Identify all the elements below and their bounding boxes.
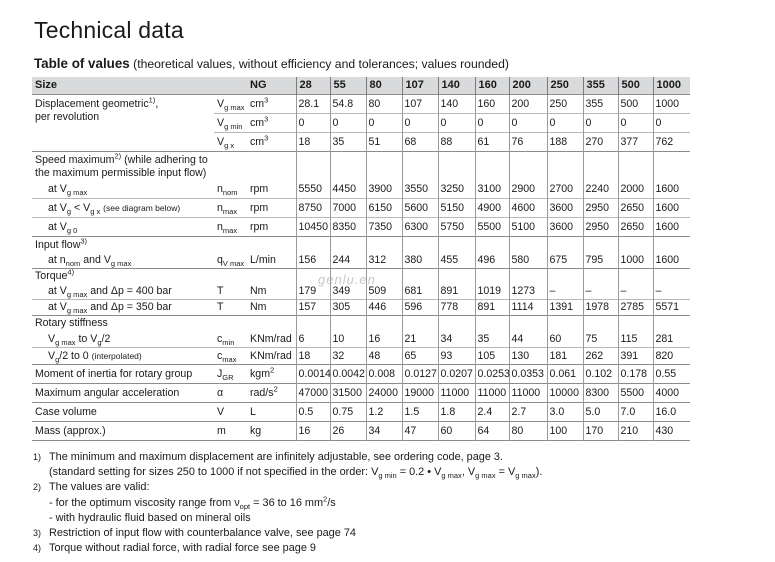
footnote-1 bbox=[33, 450, 542, 465]
table-cell: 181 bbox=[547, 347, 583, 364]
table-cell: 1600 bbox=[653, 252, 690, 268]
table-cell: 0.061 bbox=[547, 364, 583, 383]
footnote-text: Torque without radial force, with radial force see page 9 bbox=[49, 542, 316, 555]
table-cell: 5500 bbox=[475, 217, 509, 236]
page-title: Technical data bbox=[34, 17, 184, 43]
table-row-case-volume bbox=[32, 402, 690, 421]
table-header-row bbox=[32, 77, 690, 94]
table-cell: 157 bbox=[296, 299, 330, 315]
table-cell: 51 bbox=[366, 132, 402, 151]
displacement-x-symbol: $V_{g x}$ bbox=[214, 132, 247, 151]
speed-unit: rpm bbox=[250, 182, 269, 195]
table-cell: 2000 bbox=[618, 180, 653, 198]
table-cell: 312 bbox=[366, 252, 402, 268]
header-size-col: 160 bbox=[475, 77, 509, 94]
footnotes bbox=[33, 450, 542, 556]
table-cell: 5600 bbox=[402, 198, 438, 217]
table-cell: 5500 bbox=[618, 383, 653, 402]
table-cell: 80 bbox=[509, 421, 547, 440]
table-cell: 18 bbox=[296, 347, 330, 364]
rotary-stiffness-label: Rotary stiffness bbox=[32, 315, 296, 331]
table-row-torque-350 bbox=[32, 299, 690, 315]
case-volume-unit: L bbox=[247, 402, 296, 421]
acceleration-symbol: α bbox=[214, 383, 247, 402]
table-cell: 34 bbox=[366, 421, 402, 440]
table-cell: 24000 bbox=[366, 383, 402, 402]
table-cell: 0 bbox=[402, 113, 438, 132]
table-cell: 377 bbox=[618, 132, 653, 151]
table-cell: 188 bbox=[547, 132, 583, 151]
table-cell: 35 bbox=[475, 331, 509, 347]
table-cell: 21 bbox=[402, 331, 438, 347]
header-size-col: 1000 bbox=[653, 77, 690, 94]
inertia-unit: kgm$^2$ bbox=[247, 364, 296, 383]
table-cell: 5750 bbox=[438, 217, 475, 236]
header-size-col: 250 bbox=[547, 77, 583, 94]
table-cell: 65 bbox=[402, 347, 438, 364]
acceleration-label: Maximum angular acceleration bbox=[32, 383, 214, 402]
table-cell: 509 bbox=[366, 283, 402, 299]
table-cell: 44 bbox=[509, 331, 547, 347]
table-cell: 496 bbox=[475, 252, 509, 268]
table-row-speed-nom bbox=[32, 180, 690, 198]
table-cell: 4600 bbox=[509, 198, 547, 217]
table-cell: 0.55 bbox=[653, 364, 690, 383]
table-cell: 32 bbox=[330, 347, 366, 364]
table-cell: 16 bbox=[296, 421, 330, 440]
footnote-text: The values are valid: bbox=[49, 481, 150, 494]
table-cell: 0 bbox=[509, 113, 547, 132]
table-cell: 26 bbox=[330, 421, 366, 440]
table-cell: 140 bbox=[438, 94, 475, 113]
table-cell: 11000 bbox=[509, 383, 547, 402]
table-cell: 2785 bbox=[618, 299, 653, 315]
table-cell: 156 bbox=[296, 252, 330, 268]
flow-symbol: $q_{V max}$ bbox=[217, 253, 245, 268]
table-cell: 1978 bbox=[583, 299, 618, 315]
table-cell: 1273 bbox=[509, 283, 547, 299]
torque-symbol: T bbox=[217, 284, 224, 297]
table-cell: 5.0 bbox=[583, 402, 618, 421]
table-cell: – bbox=[547, 283, 583, 299]
footnote-4 bbox=[33, 541, 542, 556]
table-row-acceleration bbox=[32, 383, 690, 402]
header-size-col: 80 bbox=[366, 77, 402, 94]
table-cell: 0 bbox=[296, 113, 330, 132]
header-size-col: 140 bbox=[438, 77, 475, 94]
table-cell: 47000 bbox=[296, 383, 330, 402]
table-cell: 16 bbox=[366, 331, 402, 347]
footnote-2 bbox=[33, 480, 542, 495]
table-cell: 5571 bbox=[653, 299, 690, 315]
table-cell: 6150 bbox=[366, 198, 402, 217]
table-cell: 0 bbox=[366, 113, 402, 132]
table-cell: 0.0253 bbox=[475, 364, 509, 383]
table-cell: 68 bbox=[402, 132, 438, 151]
acceleration-unit: rad/$s^2$ bbox=[247, 383, 296, 402]
table-cell: 75 bbox=[583, 331, 618, 347]
table-cell: 7000 bbox=[330, 198, 366, 217]
displacement-unit: $cm^3$ bbox=[247, 113, 296, 132]
table-cell: 7.0 bbox=[618, 402, 653, 421]
table-cell: 2650 bbox=[618, 217, 653, 236]
table-subtitle-rest: (theoretical values, without efficiency and tolerances; values rounded) bbox=[133, 57, 509, 71]
footnote-text: - for the optimum viscosity range from $\nu_{opt} = 36$ to 16 $mm^2/s$ bbox=[49, 493, 336, 511]
table-cell: 0.0127 bbox=[402, 364, 438, 383]
table-cell: 262 bbox=[583, 347, 618, 364]
table-cell: 160 bbox=[475, 94, 509, 113]
values-table bbox=[32, 77, 690, 441]
table-cell: 35 bbox=[330, 132, 366, 151]
header-size-col: 28 bbox=[296, 77, 330, 94]
table-cell: 3250 bbox=[438, 180, 475, 198]
torque-symbol: T bbox=[214, 299, 247, 315]
header-size-col: 355 bbox=[583, 77, 618, 94]
table-cell: 391 bbox=[618, 347, 653, 364]
table-cell: 4900 bbox=[475, 198, 509, 217]
table-cell: 1114 bbox=[509, 299, 547, 315]
footnote-3 bbox=[33, 526, 542, 541]
table-cell: 107 bbox=[402, 94, 438, 113]
table-cell: 2.7 bbox=[509, 402, 547, 421]
speed-0-label: at $V_{g 0}$ bbox=[32, 217, 214, 236]
header-size: Size bbox=[35, 79, 58, 92]
torque-label: Torque$^{4)}$ bbox=[32, 268, 296, 283]
displacement-max-symbol: $V_{g max}$ bbox=[214, 94, 247, 113]
table-cell: – bbox=[618, 283, 653, 299]
table-cell: 2240 bbox=[583, 180, 618, 198]
table-cell: 0 bbox=[618, 113, 653, 132]
table-cell: 0.0014 bbox=[296, 364, 330, 383]
table-cell: 820 bbox=[653, 347, 690, 364]
table-cell: 250 bbox=[547, 94, 583, 113]
speed-unit: rpm bbox=[247, 198, 296, 217]
footnote-marker: 4) bbox=[33, 543, 42, 554]
displacement-min-symbol: $V_{g min}$ bbox=[214, 113, 247, 132]
table-cell: 179 bbox=[296, 283, 330, 299]
watermark: genlu.en bbox=[318, 272, 376, 287]
footnote-1-continuation bbox=[33, 465, 542, 480]
table-cell: 170 bbox=[583, 421, 618, 440]
table-cell: 1000 bbox=[653, 94, 690, 113]
table-row-displacement-max bbox=[32, 94, 690, 113]
table-cell: 2900 bbox=[509, 180, 547, 198]
footnote-text: Restriction of input flow with counterbalance valve, see page 74 bbox=[49, 527, 356, 540]
rotary-min-condition: $V_{g max}$ to $V_g/2$ bbox=[48, 332, 111, 347]
table-cell: 11000 bbox=[438, 383, 475, 402]
table-cell: 500 bbox=[618, 94, 653, 113]
case-volume-label: Case volume bbox=[32, 402, 214, 421]
table-cell: 80 bbox=[366, 94, 402, 113]
table-cell: 2650 bbox=[618, 198, 653, 217]
displacement-label: Displacement geometric$^{1)}$, per revolution bbox=[32, 94, 214, 151]
table-row-rotary-label bbox=[32, 315, 690, 331]
table-cell: 0.5 bbox=[296, 402, 330, 421]
footnote-2a bbox=[33, 493, 542, 511]
table-subtitle bbox=[34, 56, 509, 71]
rotary-unit: KNm/rad bbox=[250, 332, 292, 345]
torque-400-condition: at $V_{g max}$ and Δp = 400 bar bbox=[48, 284, 172, 299]
table-cell: 47 bbox=[402, 421, 438, 440]
table-row-mass bbox=[32, 421, 690, 440]
table-cell: 3600 bbox=[547, 217, 583, 236]
header-size-col: 500 bbox=[618, 77, 653, 94]
table-row-speed-x bbox=[32, 198, 690, 217]
table-cell: 31500 bbox=[330, 383, 366, 402]
rotary-min-symbol: $c_{min}$ bbox=[217, 332, 235, 347]
rotary-unit: KNm/rad bbox=[247, 347, 296, 364]
rotary-max-condition: $V_g/2$ to 0 (interpolated) bbox=[32, 347, 214, 364]
footnote-text: - with hydraulic fluid based on mineral oils bbox=[49, 511, 251, 524]
footnote-marker: 3) bbox=[33, 528, 42, 539]
table-row-rotary-min bbox=[32, 331, 690, 347]
table-cell: 10000 bbox=[547, 383, 583, 402]
table-cell: 0 bbox=[583, 113, 618, 132]
table-cell: 430 bbox=[653, 421, 690, 440]
table-row-flow bbox=[32, 252, 690, 268]
header-ng: NG bbox=[250, 79, 267, 92]
header-size-col: 107 bbox=[402, 77, 438, 94]
table-cell: 130 bbox=[509, 347, 547, 364]
inertia-label: Moment of inertia for rotary group bbox=[32, 364, 214, 383]
table-cell: 446 bbox=[366, 299, 402, 315]
table-cell: – bbox=[653, 283, 690, 299]
table-cell: 105 bbox=[475, 347, 509, 364]
table-cell: 675 bbox=[547, 252, 583, 268]
table-cell: 76 bbox=[509, 132, 547, 151]
table-cell: 1391 bbox=[547, 299, 583, 315]
table-cell: 0 bbox=[438, 113, 475, 132]
torque-unit: Nm bbox=[247, 299, 296, 315]
table-cell: 762 bbox=[653, 132, 690, 151]
table-cell: 60 bbox=[547, 331, 583, 347]
speed-x-symbol: $n_{max}$ bbox=[214, 198, 247, 217]
table-cell: 10 bbox=[330, 331, 366, 347]
table-cell: 4450 bbox=[330, 180, 366, 198]
footnote-text: The minimum and maximum displacement are infinitely adjustable, see ordering code, page 3. bbox=[49, 451, 504, 463]
table-row-torque-label bbox=[32, 268, 690, 283]
table-cell: 0.008 bbox=[366, 364, 402, 383]
rotary-max-symbol: $c_{max}$ bbox=[214, 347, 247, 364]
footnote-marker: 1) bbox=[33, 452, 42, 462]
table-cell: 0.178 bbox=[618, 364, 653, 383]
table-cell: 18 bbox=[296, 132, 330, 151]
table-cell: 34 bbox=[438, 331, 475, 347]
table-cell: 61 bbox=[475, 132, 509, 151]
torque-unit: Nm bbox=[250, 284, 267, 297]
table-cell: 0.102 bbox=[583, 364, 618, 383]
mass-symbol: m bbox=[214, 421, 247, 440]
table-cell: 19000 bbox=[402, 383, 438, 402]
table-row-rotary-max bbox=[32, 347, 690, 364]
table-row-speed-label bbox=[32, 151, 690, 180]
footnote-text: (standard setting for sizes 250 to 1000 if not specified in the order: $V_{g min} = 0.2$ • $V_{g max}$, $V_{g max} = V_{g max}$). bbox=[49, 466, 543, 481]
table-cell: 305 bbox=[330, 299, 366, 315]
table-cell: 0 bbox=[330, 113, 366, 132]
speed-label: Speed maximum$^{2)}$ (while adhering to the maximum permissible input flow) bbox=[32, 151, 296, 180]
table-cell: 200 bbox=[509, 94, 547, 113]
table-cell: 380 bbox=[402, 252, 438, 268]
speed-x-label: at $V_g < V_{g x}$ (see diagram below) bbox=[32, 198, 214, 217]
table-cell: 5150 bbox=[438, 198, 475, 217]
table-cell: 0.0042 bbox=[330, 364, 366, 383]
table-cell: 0.0207 bbox=[438, 364, 475, 383]
mass-label: Mass (approx.) bbox=[32, 421, 214, 440]
table-cell: 8750 bbox=[296, 198, 330, 217]
flow-unit: L/min bbox=[250, 253, 276, 266]
table-subtitle-bold: Table of values bbox=[34, 56, 130, 71]
table-cell: 1600 bbox=[653, 198, 690, 217]
table-cell: 3100 bbox=[475, 180, 509, 198]
speed-unit: rpm bbox=[247, 217, 296, 236]
table-cell: 4000 bbox=[653, 383, 690, 402]
table-cell: 891 bbox=[438, 283, 475, 299]
table-cell: 16.0 bbox=[653, 402, 690, 421]
table-cell: 1.8 bbox=[438, 402, 475, 421]
speed-0-symbol: $n_{max}$ bbox=[214, 217, 247, 236]
flow-condition: at $n_{nom}$ and $V_{g max}$ bbox=[48, 253, 132, 268]
table-cell: 7350 bbox=[366, 217, 402, 236]
table-cell: – bbox=[583, 283, 618, 299]
table-cell: 6 bbox=[296, 331, 330, 347]
table-cell: 580 bbox=[509, 252, 547, 268]
table-cell: 100 bbox=[547, 421, 583, 440]
table-row-torque-400 bbox=[32, 283, 690, 299]
table-cell: 891 bbox=[475, 299, 509, 315]
table-row-flow-label bbox=[32, 236, 690, 252]
table-cell: 64 bbox=[475, 421, 509, 440]
table-cell: 93 bbox=[438, 347, 475, 364]
table-cell: 28.1 bbox=[296, 94, 330, 113]
footnote-marker: 2) bbox=[33, 482, 42, 493]
torque-350-condition: at $V_{g max}$ and Δp = 350 bar bbox=[32, 299, 214, 315]
flow-label: Input flow$^{3)}$ bbox=[32, 236, 296, 252]
table-cell: 455 bbox=[438, 252, 475, 268]
table-cell: 778 bbox=[438, 299, 475, 315]
table-cell: 349 bbox=[330, 283, 366, 299]
table-cell: 88 bbox=[438, 132, 475, 151]
table-cell: 0.0353 bbox=[509, 364, 547, 383]
table-cell: 3900 bbox=[366, 180, 402, 198]
table-cell: 1000 bbox=[618, 252, 653, 268]
table-cell: 2950 bbox=[583, 198, 618, 217]
displacement-unit: $cm^3$ bbox=[247, 94, 296, 113]
table-cell: 1600 bbox=[653, 180, 690, 198]
table-cell: 1.2 bbox=[366, 402, 402, 421]
table-cell: 281 bbox=[653, 331, 690, 347]
table-cell: 210 bbox=[618, 421, 653, 440]
table-cell: 1600 bbox=[653, 217, 690, 236]
table-cell: 60 bbox=[438, 421, 475, 440]
mass-unit: kg bbox=[247, 421, 296, 440]
table-cell: 11000 bbox=[475, 383, 509, 402]
table-cell: 681 bbox=[402, 283, 438, 299]
table-cell: 3550 bbox=[402, 180, 438, 198]
speed-nom-label: at $V_{g max}$ bbox=[48, 182, 88, 197]
table-cell: 115 bbox=[618, 331, 653, 347]
table-cell: 48 bbox=[366, 347, 402, 364]
case-volume-symbol: V bbox=[214, 402, 247, 421]
table-cell: 0.75 bbox=[330, 402, 366, 421]
table-cell: 244 bbox=[330, 252, 366, 268]
table-cell: 8350 bbox=[330, 217, 366, 236]
table-cell: 54.8 bbox=[330, 94, 366, 113]
table-cell: 1.5 bbox=[402, 402, 438, 421]
table-cell: 2950 bbox=[583, 217, 618, 236]
speed-nom-symbol: $n_{nom}$ bbox=[217, 182, 238, 197]
table-cell: 8300 bbox=[583, 383, 618, 402]
table-cell: 795 bbox=[583, 252, 618, 268]
table-row-inertia bbox=[32, 364, 690, 383]
displacement-unit: $cm^3$ bbox=[247, 132, 296, 151]
table-cell: 1019 bbox=[475, 283, 509, 299]
table-cell: 3600 bbox=[547, 198, 583, 217]
table-cell: 5550 bbox=[296, 180, 330, 198]
table-cell: 0 bbox=[547, 113, 583, 132]
table-cell: 3.0 bbox=[547, 402, 583, 421]
footnote-2b bbox=[33, 511, 542, 526]
table-cell: 2.4 bbox=[475, 402, 509, 421]
table-cell: 0 bbox=[653, 113, 690, 132]
table-cell: 0 bbox=[475, 113, 509, 132]
header-size-col: 200 bbox=[509, 77, 547, 94]
table-row-speed-0 bbox=[32, 217, 690, 236]
inertia-symbol: $J_{GR}$ bbox=[214, 364, 247, 383]
table-cell: 10450 bbox=[296, 217, 330, 236]
table-cell: 2700 bbox=[547, 180, 583, 198]
table-cell: 270 bbox=[583, 132, 618, 151]
table-cell: 5100 bbox=[509, 217, 547, 236]
table-cell: 6300 bbox=[402, 217, 438, 236]
table-cell: 596 bbox=[402, 299, 438, 315]
header-size-col: 55 bbox=[330, 77, 366, 94]
table-cell: 355 bbox=[583, 94, 618, 113]
